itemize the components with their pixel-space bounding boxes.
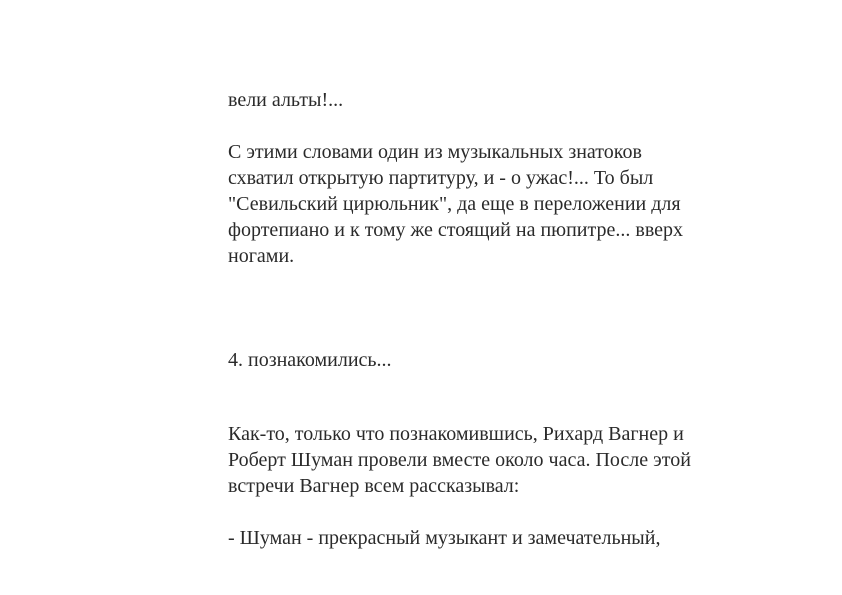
paragraph-wagner-schumann [228, 421, 691, 499]
text-line: Как-то, только что познакомившись, Рихард Вагнер и [228, 423, 684, 445]
text-line: "Севильский цирюльник", да еще в переложении для [228, 193, 681, 215]
text-line: Роберт Шуман провели вместе около часа. После этой [228, 449, 691, 471]
heading-line: 4. познакомились... [228, 349, 392, 371]
text-line: С этими словами один из музыкальных знатоков [228, 141, 642, 163]
paragraph-end-of-story [228, 87, 343, 113]
text-line: ногами. [228, 245, 295, 267]
section-heading [228, 347, 392, 373]
paragraph-music-experts [228, 139, 683, 269]
paragraph-quote [228, 525, 660, 551]
text-line: встречи Вагнер всем рассказывал: [228, 475, 520, 497]
text-line: - Шуман - прекрасный музыкант и замечательный, [228, 527, 661, 549]
text-line: схватил открытую партитуру, и - о ужас!... То был [228, 167, 654, 189]
text-line: вели альты!... [228, 89, 344, 111]
text-line: фортепиано и к тому же стоящий на пюпитре... вверх [228, 219, 684, 241]
